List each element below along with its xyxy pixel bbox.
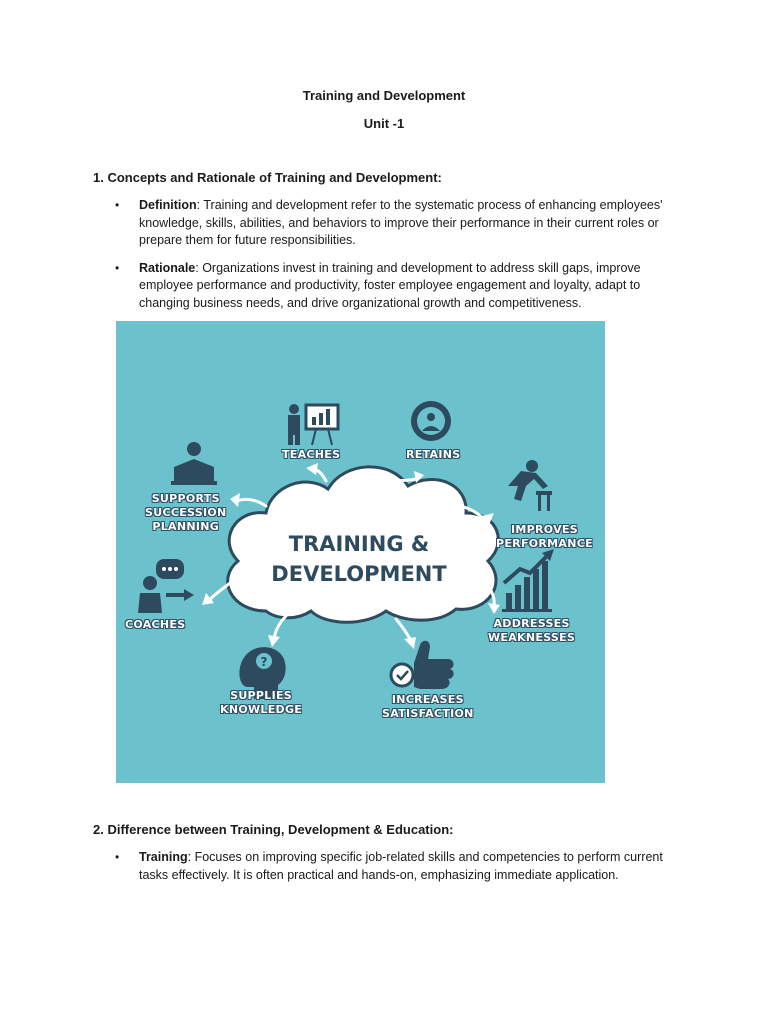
training-term: Training	[139, 850, 188, 864]
presentation-icon	[288, 404, 338, 445]
thumbs-up-check-icon	[391, 641, 454, 689]
coach-speech-icon	[138, 559, 194, 613]
list-item-training	[112, 849, 682, 884]
training-text: : Focuses on improving specific job-related skills and competencies to perform current tasks effectively. It is often practical and hands-on, emphasizing immediate application.	[139, 850, 663, 882]
label-supports-succession-planning: SUPPORTS SUCCESSION PLANNING	[145, 492, 227, 533]
label-improves-performance: IMPROVES PERFORMANCE	[496, 523, 593, 550]
label-increases-satisfaction: INCREASES SATISFACTION	[382, 693, 474, 720]
center-cloud-title	[254, 529, 464, 589]
badge-icon	[411, 401, 451, 441]
book-reader-icon	[171, 442, 217, 485]
svg-text:?: ?	[260, 655, 268, 669]
section-2-heading: 2. Difference between Training, Development & Education:	[93, 822, 454, 837]
label-supplies-knowledge: SUPPLIES KNOWLEDGE	[220, 689, 303, 716]
definition-text: : Training and development refer to the systematic process of enhancing employees' knowledge, skills, abilities, and behaviors to improve their performance in their current roles or prepare them for future responsibilities.	[139, 198, 663, 247]
section-1-list	[112, 197, 682, 322]
label-addresses-weaknesses: ADDRESSES WEAKNESSES	[488, 617, 576, 644]
rationale-text: : Organizations invest in training and development to address skill gaps, improve employee performance and productivity, foster employee engagement and loyalty, adapt to changing business needs, and drive organizational growth and competitiveness.	[139, 260, 641, 310]
document-title: Training and Development	[302, 88, 466, 103]
center-title-line-2: DEVELOPMENT	[271, 562, 447, 586]
rationale-term: Rationale	[139, 260, 196, 275]
bullet-icon: •	[115, 260, 120, 275]
section-2-list	[112, 849, 682, 894]
training-development-infographic	[116, 321, 605, 783]
label-retains: RETAINS	[406, 448, 461, 461]
bar-chart-growth-icon	[502, 549, 554, 612]
label-coaches: COACHES	[125, 618, 186, 631]
bullet-icon: •	[115, 850, 120, 864]
section-1-heading: 1. Concepts and Rationale of Training and Development:	[93, 170, 442, 185]
unit-label: Unit -1	[363, 116, 405, 131]
center-title-line-1: TRAINING &	[288, 532, 430, 556]
bullet-icon: •	[115, 198, 120, 212]
list-item-rationale	[112, 260, 682, 313]
label-teaches: TEACHES	[282, 448, 341, 461]
list-item-definition	[112, 197, 682, 250]
hurdle-runner-icon	[508, 460, 552, 511]
definition-term: Definition	[139, 198, 197, 212]
